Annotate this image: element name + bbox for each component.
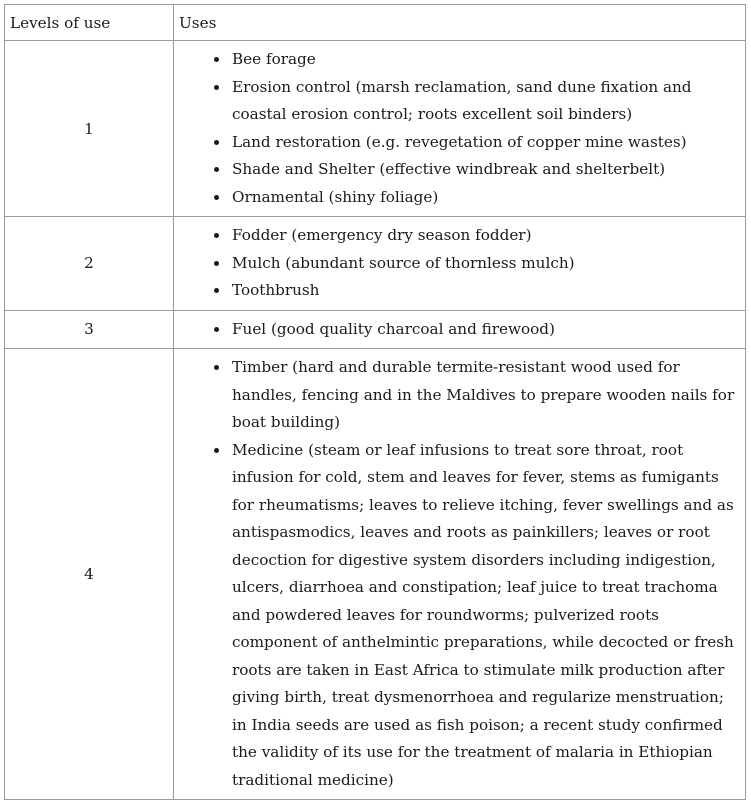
header-uses: Uses (174, 5, 746, 41)
level-cell: 1 (5, 41, 174, 217)
uses-cell (174, 41, 746, 217)
table-row-level-2 (5, 217, 746, 311)
list-item: • Fuel (good quality charcoal and firewood) (230, 316, 737, 344)
level-cell: 3 (5, 310, 174, 349)
table-row-level-3 (5, 310, 746, 349)
list-item: • Fodder (emergency dry season fodder) (230, 222, 737, 250)
level-cell: 4 (5, 349, 174, 800)
levels-of-use-table (4, 4, 746, 800)
list-item: • Timber (hard and durable termite-resistant wood used for handles, fencing and in the Maldives to prepare wooden nails for boat building) (230, 354, 737, 437)
list-item: • Ornamental (shiny foliage) (230, 184, 737, 212)
uses-cell (174, 310, 746, 349)
table-row-level-4 (5, 349, 746, 800)
uses-cell (174, 349, 746, 800)
list-item: • Medicine (steam or leaf infusions to treat sore throat, root infusion for cold, stem and leaves for fever, stems as fumigants for rheumatisms; leaves to relieve itching, fever swellings and as antispasmodics, leaves and roots as painkillers; leaves or root decoction for digestive system disorders including indigestion, ulcers, diarrhoea and constipation; leaf juice to treat trachoma and powdered leaves for roundworms; pulverized roots component of anthelmintic preparations, while decocted or fresh roots are taken in East Africa to stimulate milk production after giving birth, treat dysmenorrhoea and regularize menstruation; in India seeds are used as fish poison; a recent study confirmed the validity of its use for the treatment of malaria in Ethiopian traditional medicine) (230, 437, 737, 795)
uses-table-container (4, 4, 745, 800)
list-item: • Mulch (abundant source of thornless mulch) (230, 250, 737, 278)
list-item: • Bee forage (230, 46, 737, 74)
uses-list (174, 316, 737, 344)
list-item: • Toothbrush (230, 277, 737, 305)
level-cell: 2 (5, 217, 174, 311)
uses-cell (174, 217, 746, 311)
table-header-row (5, 5, 746, 41)
uses-list (174, 222, 737, 305)
header-levels-of-use: Levels of use (5, 5, 174, 41)
list-item: • Shade and Shelter (effective windbreak and shelterbelt) (230, 156, 737, 184)
list-item: • Erosion control (marsh reclamation, sand dune fixation and coastal erosion control; roots excellent soil binders) (230, 74, 737, 129)
uses-list (174, 354, 737, 794)
uses-list (174, 46, 737, 211)
table-row-level-1 (5, 41, 746, 217)
list-item: • Land restoration (e.g. revegetation of copper mine wastes) (230, 129, 737, 157)
